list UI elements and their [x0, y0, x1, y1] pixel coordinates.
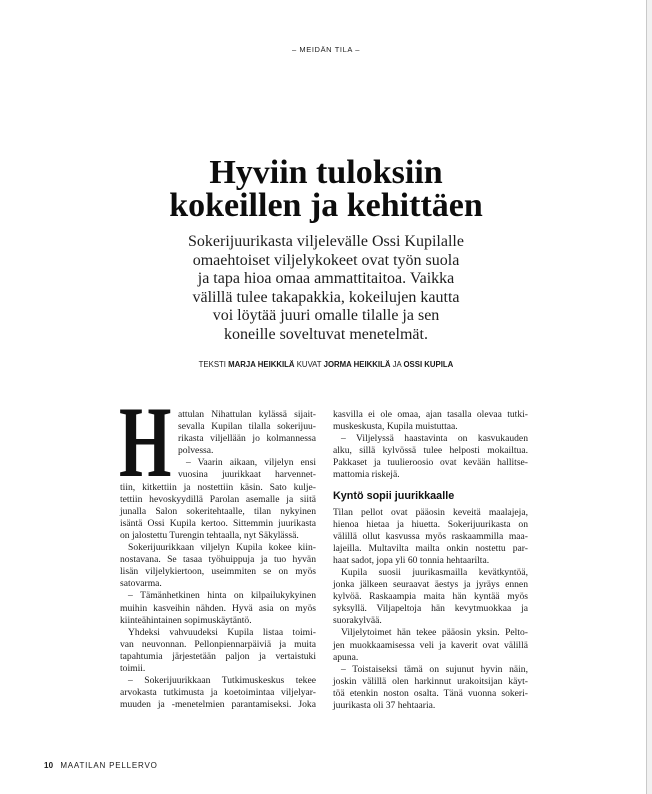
text-line: välillä ollut kasvussa myös raskaammilla maa-	[333, 530, 528, 542]
byline-photographer: OSSI KUPILA	[403, 360, 454, 369]
text-line: vuosina juurikkaat harvennet-	[178, 469, 316, 481]
text-line: mattomia riskejä.	[333, 469, 400, 481]
paragraph	[333, 507, 528, 567]
title-line: Hyviin tuloksiin	[209, 154, 443, 191]
title-line: kokeillen ja kehittäen	[169, 187, 483, 224]
text-line: töä etenkin noston osalta. Tänä vuonna sokeri-	[333, 687, 528, 699]
section-label: – MEIDÄN TILA –	[291, 45, 361, 54]
text-line: jonka jälkeen seuraavat äestys ja jyräys ennen	[333, 579, 528, 591]
drop-cap: H	[119, 386, 172, 499]
paragraph	[333, 409, 528, 433]
text-line: lajeilla. Multavilta mailta onkin nostettu par-	[333, 542, 528, 554]
byline-photos-label: KUVAT	[296, 360, 322, 369]
text-line: – Toistaiseksi tämä on sujunut hyvin näin,	[341, 663, 528, 675]
paragraph	[333, 664, 528, 712]
text-line: alku, sillä kylvössä tulee helposti mokailtua.	[333, 445, 528, 457]
text-line: hienoa hietaa ja hiuetta. Sokerijuurikasta on	[333, 518, 528, 530]
text-line: attulan Nihattulan kylässä sijait-	[178, 409, 316, 420]
paragraph	[120, 590, 316, 626]
byline-author: MARJA HEIKKILÄ	[228, 360, 295, 369]
paragraph	[333, 627, 528, 663]
lead-line: koneille soveltuvat menetelmät.	[224, 325, 428, 343]
text-line: kiinteähintainen sopimuskäytäntö.	[120, 614, 252, 626]
paragraph	[120, 675, 316, 711]
text-line: on jalostettu Turengin tehtaalla, nyt Säkylässä.	[120, 529, 299, 541]
text-line: junalla Salon sokeritehtaalle, tilan nykyinen	[120, 505, 316, 517]
text-line: nostavana. Se tasaa työhuippuja ja tuo hyvän	[120, 554, 316, 566]
text-line: Pakkaset ja tuulieroosio ovat kevään hallitse-	[333, 457, 528, 469]
text-line: van neuvonnan. Pellonpiennarpäiviä ja muita	[120, 638, 316, 650]
text-line: juurikasta oli 37 hehtaaria.	[333, 700, 436, 712]
paragraph	[120, 627, 316, 675]
text-line: kasvilla ei ole omaa, ajan tasalla olevaa tutki-	[333, 409, 528, 420]
paragraph	[120, 409, 316, 457]
lead-line: välillä tulee takapakkia, kokeilujen kautta	[192, 288, 460, 306]
text-line: – Sokerijuurikkaan Tutkimuskeskus tekee	[128, 675, 316, 687]
lead-line: omaehtoiset viljelykokeet ovat työn suola	[192, 251, 460, 269]
text-line: – Vaarin aikaan, viljelyn ensi	[186, 457, 316, 469]
lead-paragraph	[0, 233, 652, 345]
paragraph	[120, 457, 316, 542]
text-line: Viljelytoimet hän tekee pääosin yksin. Pelto-	[341, 627, 528, 639]
text-line: toimii.	[120, 662, 146, 674]
text-line: jen muokkaamisessa veli ja kaverit ovat välillä	[333, 639, 528, 651]
byline-photographer: JORMA HEIKKILÄ	[323, 360, 391, 369]
publication-name: MAATILAN PELLERVO	[60, 761, 158, 770]
paragraph	[333, 433, 528, 481]
text-line: kylvöä. Raskaampia maita hän kyntää myös	[333, 591, 528, 603]
text-line: joskin välillä olen harkinnut urakoitsijan käyt-	[333, 675, 528, 687]
text-line: rikasta viljellään jo kolmannessa	[178, 433, 316, 445]
article-column-1	[120, 409, 316, 711]
text-line: – Tämänhetkinen hinta on kilpailukykyinen	[128, 590, 316, 602]
text-line: arvokasta tutkimusta ja koetoimintaa viljelyar-	[120, 687, 316, 699]
text-line: Sokerijuurikkaan viljelyn Kupila kokee kiin-	[128, 542, 316, 554]
text-line: apuna.	[333, 651, 359, 663]
subheading: Kyntö sopii juurikkaalle	[333, 490, 455, 503]
text-line: sevalla Kupilan tilalla sokerijuu-	[178, 421, 316, 433]
text-line: muihin kasveihin nähden. Hyvä asia on myös	[120, 602, 316, 614]
text-line: muuden ja -menetelmien parantamiseksi. Joka	[120, 699, 316, 711]
text-line: syksyllä. Viljapeltoja hän kevytmuokkaa ja	[333, 603, 528, 615]
text-line: satovarma.	[120, 578, 162, 590]
text-line: suorakylvää.	[333, 615, 382, 627]
text-line: Yhdeksi vahvuudeksi Kupila listaa toimi-	[128, 626, 316, 638]
text-line: tettiin hevoskyydillä Parolan asemalle ja siitä	[120, 493, 316, 505]
text-line: isäntä Ossi Kupila kertoo. Sittemmin juurikasta	[120, 517, 316, 529]
lead-line: Sokerijuurikasta viljelevälle Ossi Kupilalle	[188, 233, 464, 250]
byline-joiner: JA	[392, 360, 402, 369]
text-line: lisän viljelykiertoon, useimmiten se on myös	[120, 566, 316, 578]
article-column-2	[333, 409, 528, 712]
page-edge	[646, 0, 652, 794]
text-line: haat sadot, jopa yli 60 tonnia hehtaarilta.	[333, 554, 490, 566]
text-line: Tilan pellot ovat pääosin keveitä maalajeja,	[333, 506, 528, 518]
paragraph	[333, 567, 528, 627]
page-number: 10	[44, 761, 54, 770]
byline-text-label: TEKSTI	[198, 360, 226, 369]
text-line: Kupila suosii juurikasmailla kevätkyntöä,	[341, 567, 528, 579]
text-line: tiin, kitkettiin ja nostettiin käsin. Sato kulje-	[120, 481, 316, 493]
lead-line: ja tapa hioa omaa ammattitaitoa. Vaikka	[197, 270, 455, 288]
text-line: tapahtumia järjestetään paljon ja vertaistuki	[120, 650, 316, 662]
byline	[0, 360, 652, 370]
page-footer	[44, 761, 158, 771]
text-line: polvessa.	[178, 445, 214, 457]
text-line: muskeskusta, Kupila muistuttaa.	[333, 421, 458, 433]
paragraph	[120, 542, 316, 590]
lead-line: voi löytää juuri omalle tilalle ja sen	[212, 307, 440, 325]
article-title	[0, 156, 652, 222]
text-line: – Viljelyssä haastavinta on kasvukauden	[341, 433, 528, 445]
